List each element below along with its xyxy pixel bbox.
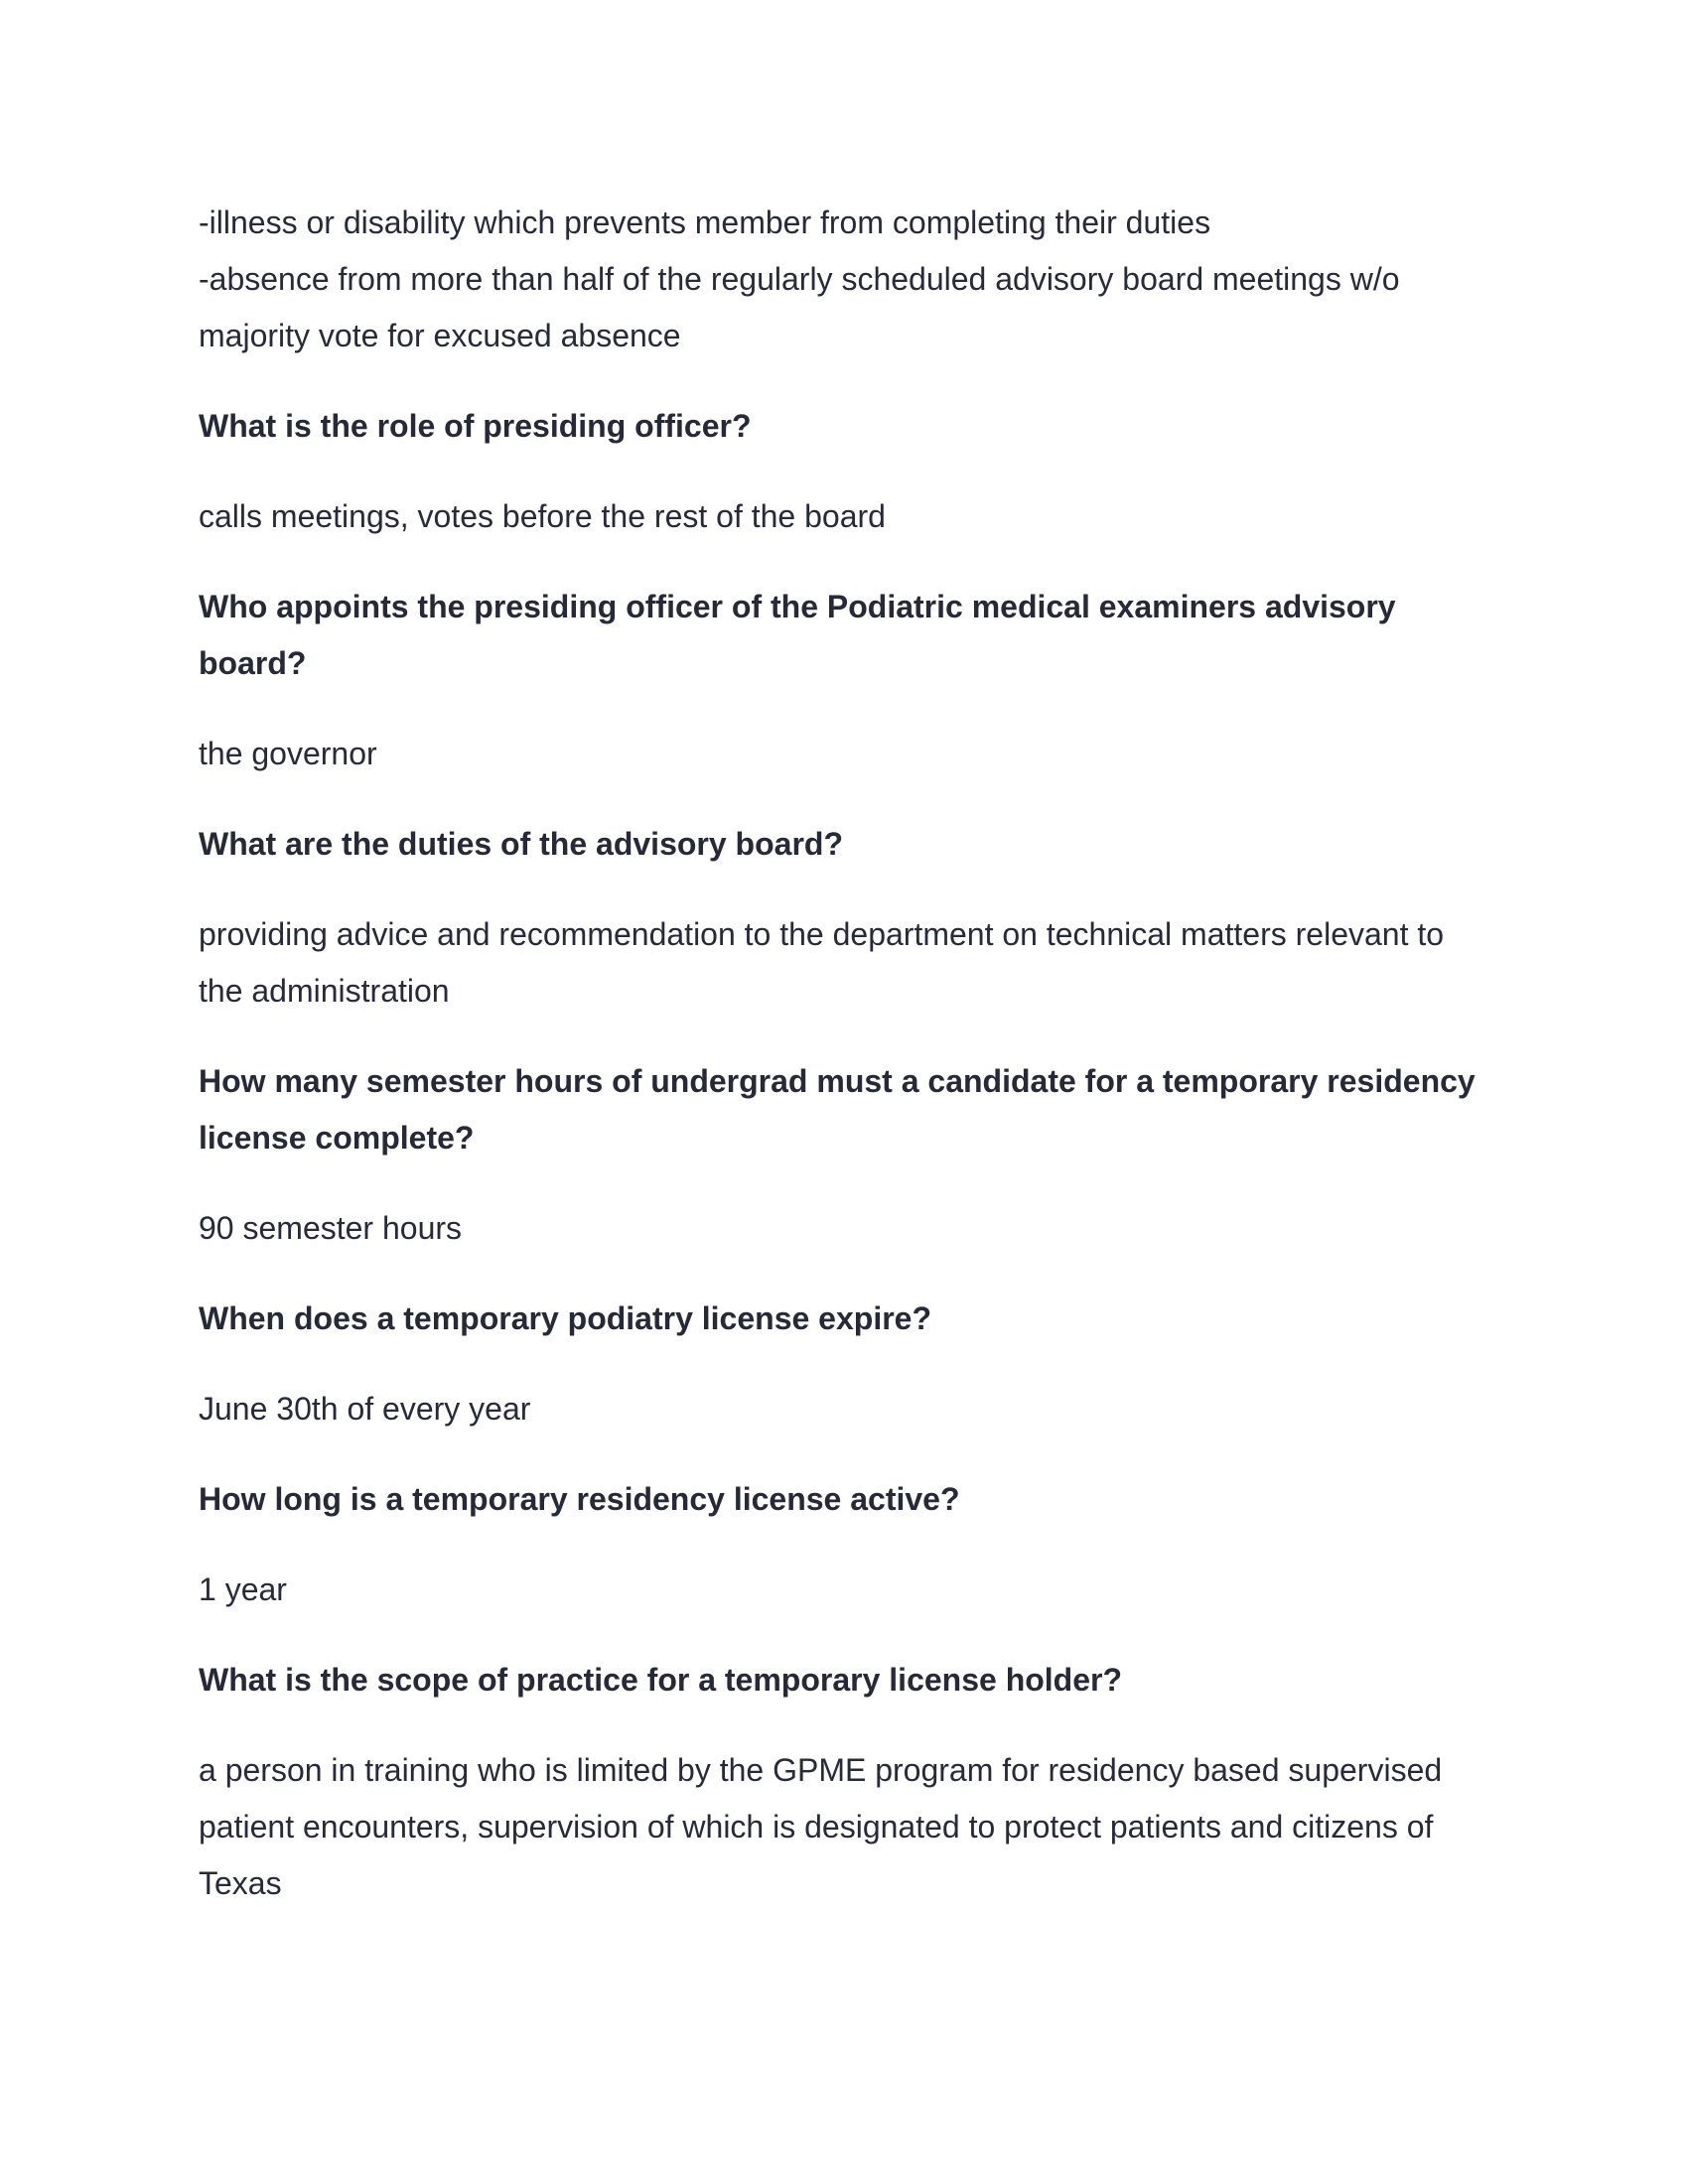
answer-text: the governor	[199, 736, 377, 771]
question-text: How many semester hours of undergrad must a candidate for a temporary residency license complete?	[199, 1063, 1476, 1156]
intro-line: -absence from more than half of the regularly scheduled advisory board meetings w/o majority vote for excused absence	[199, 261, 1400, 353]
question-text: How long is a temporary residency license active?	[199, 1481, 960, 1517]
answer-text: calls meetings, votes before the rest of the board	[199, 498, 886, 534]
question-text: What are the duties of the advisory board?	[199, 826, 843, 862]
question-text: When does a temporary podiatry license expire?	[199, 1300, 931, 1336]
intro-line: -illness or disability which prevents member from completing their duties	[199, 205, 1211, 240]
answer-text: a person in training who is limited by the GPME program for residency based supervised patient encounters, supervision of which is designated to protect patients and citizens of Texas	[199, 1752, 1443, 1901]
answer-text: 90 semester hours	[199, 1210, 463, 1246]
answer-text: 1 year	[199, 1571, 287, 1607]
question-text: Who appoints the presiding officer of the Podiatric medical examiners advisory board?	[199, 589, 1396, 681]
answer-text: June 30th of every year	[199, 1391, 531, 1427]
answer-text: providing advice and recommendation to the department on technical matters relevant to the administration	[199, 916, 1445, 1009]
question-text: What is the scope of practice for a temporary license holder?	[199, 1662, 1123, 1698]
document-content	[199, 195, 1489, 1912]
question-text: What is the role of presiding officer?	[199, 408, 752, 444]
